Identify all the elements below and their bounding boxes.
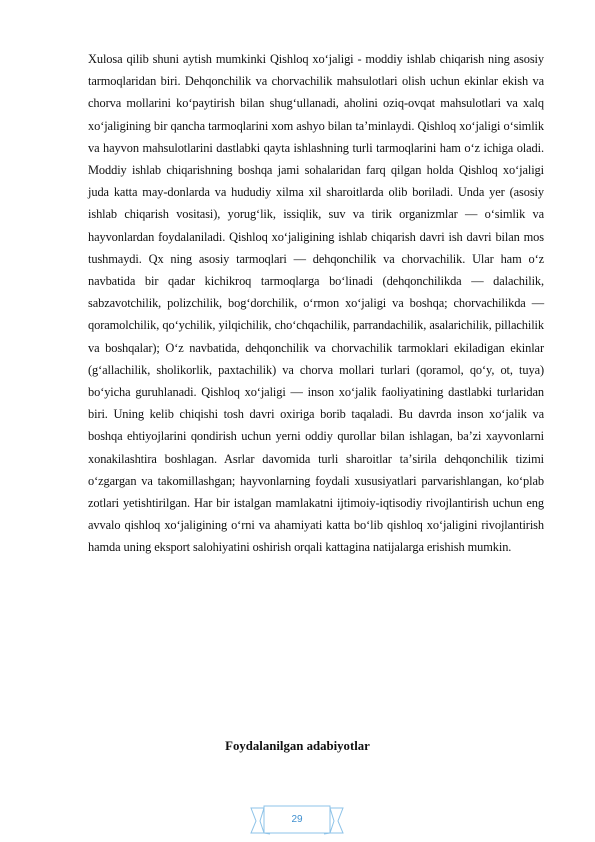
body-text	[88, 48, 544, 559]
page-number: 29	[291, 814, 303, 825]
references-heading: Foydalanilgan adabiyotlar	[225, 739, 370, 753]
paragraph: Xulosa qilib shuni aytish mumkinki Qishloq xoʻjaligi - moddiy ishlab chiqarish ning asosiy tarmoqlaridan biri. Dehqonchilik va chorvachilik mahsulotlari olish uchun ekinlar ekish va chorva mollarini koʻpaytirish bilan shugʻullanadi, aholini oziq-ovqat mahsulotlari va xalq xoʻjaligining bir qancha tarmoqlarini xom ashyo bilan taʼminlaydi. Qishloq xoʻjaligi oʻsimlik va hayvon mahsulotlarini dastlabki qayta ishlashning turli tarmoqlarini ham oʻz ichiga oladi. Moddiy ishlab chiqarishning boshqa jami sohalaridan farq qilgan holda Qishloq xoʻjaligi juda katta may-donlarda va hududiy xilma xil sharoitlarda olib boriladi. Unda yer (asosiy ishlab chiqarish vositasi), yorugʻlik, issiqlik, suv va tirik organizmlar — oʻsimlik va hayvonlardan foydalaniladi. Qishloq xoʻjaligining ishlab chiqarish davri ish davri bilan mos tushmaydi. Qx ning asosiy tarmoqlari — dehqonchilik va chorvachilik. Ular ham oʻz navbatida bir qadar kichikroq tarmoqlarga boʻlinadi (dehqonchilikda — dalachilik, sabzavotchilik, polizchilik, bogʻdorchilik, oʻrmon xoʻjaligi va boshqa; chorvachilikda — qoramolchilik, qoʻychilik, yilqichilik, choʻchqachilik, parrandachilik, asalarichilik, pillachilik va boshqalar); Oʻz navbatida, dehqonchilik va chorvachilik tarmoklari ekiladigan ekinlar (gʻallachilik, sholikorlik, paxtachilik) va chorva mollari turlari (qoramol, qoʻy, ot, tuya) boʻyicha guruhlanadi. Qishloq xoʻjaligi — inson xoʻjalik faoliyatining dastlabki turlaridan biri. Uning kelib chiqishi tosh davri oxiriga borib taqaladi. Bu davrda inson xoʻjalik va boshqa ehtiyojlarini qondirish uchun yerni oddiy qurollar bilan ishlagan, baʼzi xayvonlarni xonakilashtira boshlagan. Asrlar davomida turli sharoitlar taʼsirila dehqonchilik tizimi oʻzgargan va takomillashgan; hayvonlarning foydali xususiyatlari parvarishlangan, koʻplab zotlari yetishtirilgan. Har bir istalgan mamlakatni ijtimoiy-iqtisodiy rivojlantirish uchun eng avvalo qishloq xoʻjaligining oʻrni va ahamiyati katta boʻlib qishloq xoʻjaligini rivojlantirish hamda uning eksport salohiyatini oshirish orqali kattagina natijalarga erishish mumkin.	[88, 52, 544, 555]
page-number-badge	[250, 805, 344, 835]
